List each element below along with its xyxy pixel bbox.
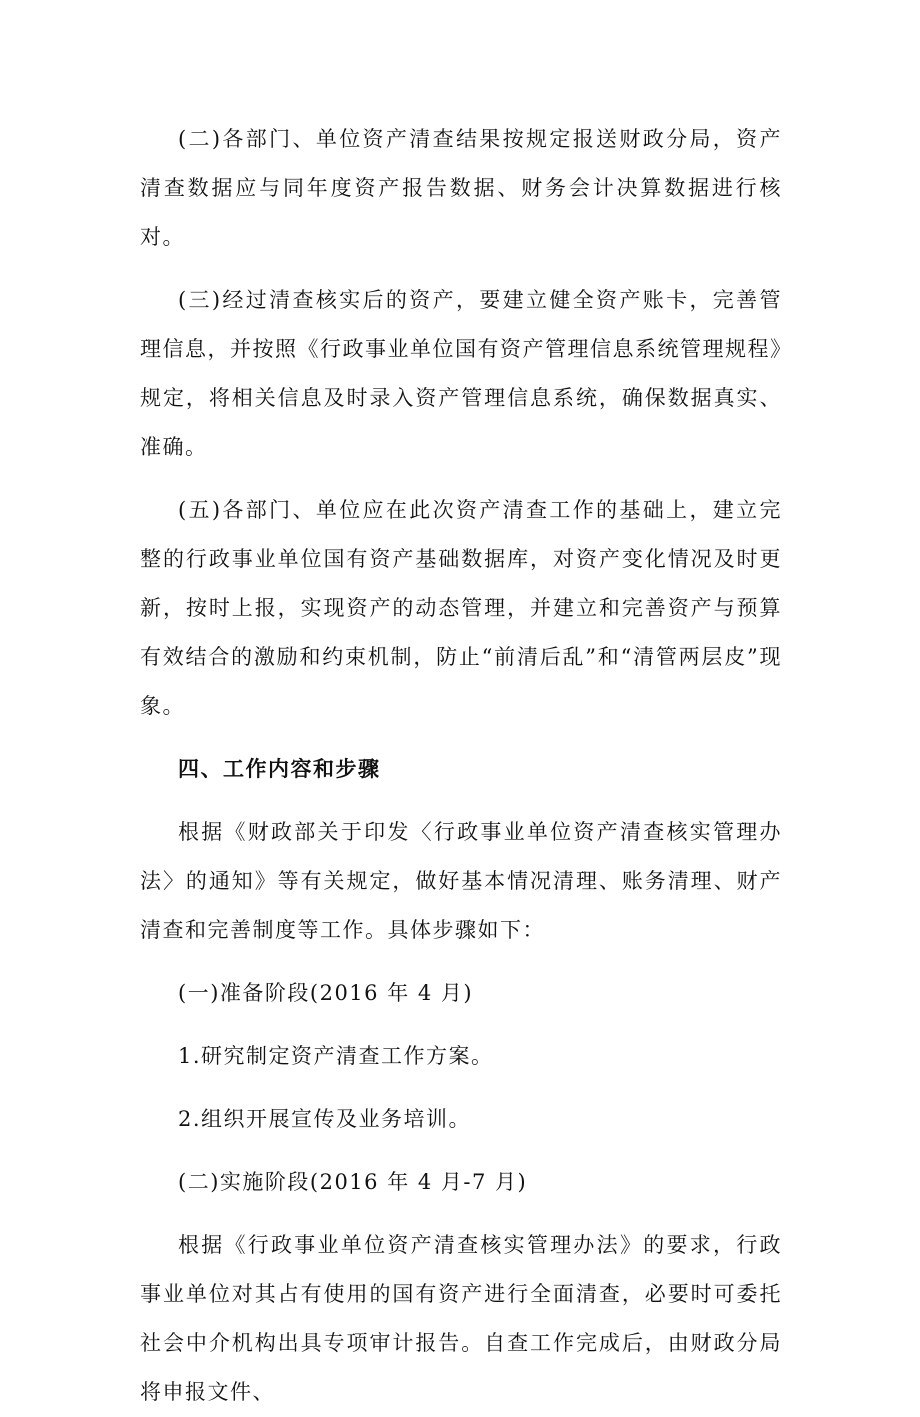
paragraph-report-results: (二)各部门、单位资产清查结果按规定报送财政分局，资产清查数据应与同年度资产报告数据、财务会计决算数据进行核对。 [140,127,782,249]
section-heading: 四、工作内容和步骤 [178,757,381,781]
stage2-title: (二)实施阶段(2016 年 4 月-7 月) [178,1170,528,1194]
paragraph-intro: 根据《财政部关于印发〈行政事业单位资产清查核实管理办法〉的通知》等有关规定，做好基本情况清理、账务清理、财产清查和完善制度等工作。具体步骤如下： [140,820,782,942]
paragraph-asset-database: (五)各部门、单位应在此次资产清查工作的基础上，建立完整的行政事业单位国有资产基础数据库，对资产变化情况及时更新，按时上报，实现资产的动态管理，并建立和完善资产与预算有效结合的激励和约束机制，防止“前清后乱”和“清管两层皮”现象。 [140,498,782,718]
paragraph-stage2-text: 根据《行政事业单位资产清查核实管理办法》的要求，行政事业单位对其占有使用的国有资产进行全面清查，必要时可委托社会中介机构出具专项审计报告。自查工作完成后，由财政分局将申报文件、 [140,1233,782,1404]
paragraph-asset-cards: (三)经过清查核实后的资产，要建立健全资产账卡，完善管理信息，并按照《行政事业单位国有资产管理信息系统管理规程》规定，将相关信息及时录入资产管理信息系统，确保数据真实、准确。 [140,288,782,459]
stage1-item-1: 1.研究制定资产清查工作方案。 [178,1044,494,1068]
stage1-item-2: 2.组织开展宣传及业务培训。 [178,1107,472,1131]
stage1-title: (一)准备阶段(2016 年 4 月) [178,981,474,1005]
